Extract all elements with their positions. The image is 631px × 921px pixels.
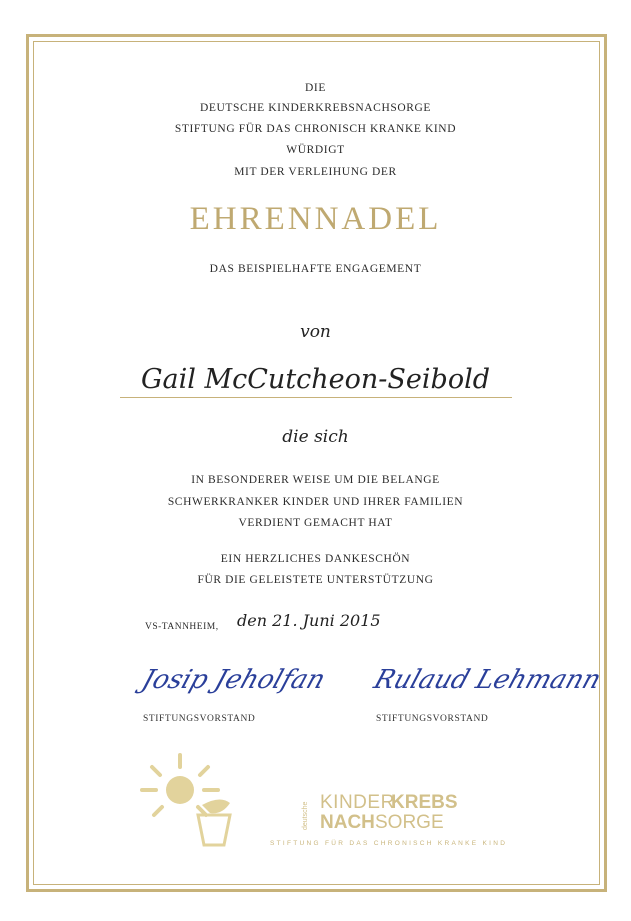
thanks-line-2: FÜR DIE GELEISTETE UNTERSTÜTZUNG [197, 574, 434, 586]
date-text: den 21. Juni 2015 [237, 611, 381, 630]
name-underline [120, 397, 512, 398]
header-line-5: MIT DER VERLEIHUNG DER [234, 166, 397, 178]
header-line-4: WÜRDIGT [286, 144, 345, 156]
von-text: von [300, 322, 331, 342]
header-line-3: STIFTUNG FÜR DAS CHRONISCH KRANKE KIND [174, 123, 457, 135]
body-line-2: SCHWERKRANKER KINDER UND IHRER FAMILIEN [167, 496, 464, 508]
header-line-1: DIE [305, 82, 326, 94]
subtitle: DAS BEISPIELHAFTE ENGAGEMENT [209, 263, 422, 275]
logo-krebs: KREBS [391, 792, 458, 813]
certificate-title: EHRENNADEL [189, 201, 442, 237]
place-label: VS-TANNHEIM, [145, 622, 219, 632]
logo-sorge: SORGE [375, 812, 444, 833]
signature-label-1: STIFTUNGSVORSTAND [143, 714, 256, 724]
signature-2: Rulaud Lehmann [370, 665, 605, 695]
logo-nach: NACH [320, 812, 375, 833]
header-line-2: DEUTSCHE KINDERKREBSNACHSORGE [199, 102, 432, 114]
logo-kinder: KINDER [320, 792, 395, 813]
logo-tagline: STIFTUNG FÜR DAS CHRONISCH KRANKE KIND [270, 840, 508, 847]
recipient-name: Gail McCutcheon-Seibold [140, 364, 490, 395]
signature-label-2: STIFTUNGSVORSTAND [376, 714, 489, 724]
body-line-1: IN BESONDERER WEISE UM DIE BELANGE [191, 474, 440, 486]
body-line-3: VERDIENT GEMACHT HAT [238, 517, 393, 529]
thanks-line-1: EIN HERZLICHES DANKESCHÖN [220, 553, 411, 565]
logo-deutsche: deutsche [302, 801, 309, 830]
signature-1: Josip Jeholfan [138, 665, 329, 695]
sun-flowerpot-logo-icon [130, 745, 250, 855]
die-sich-text: die sich [282, 427, 349, 447]
